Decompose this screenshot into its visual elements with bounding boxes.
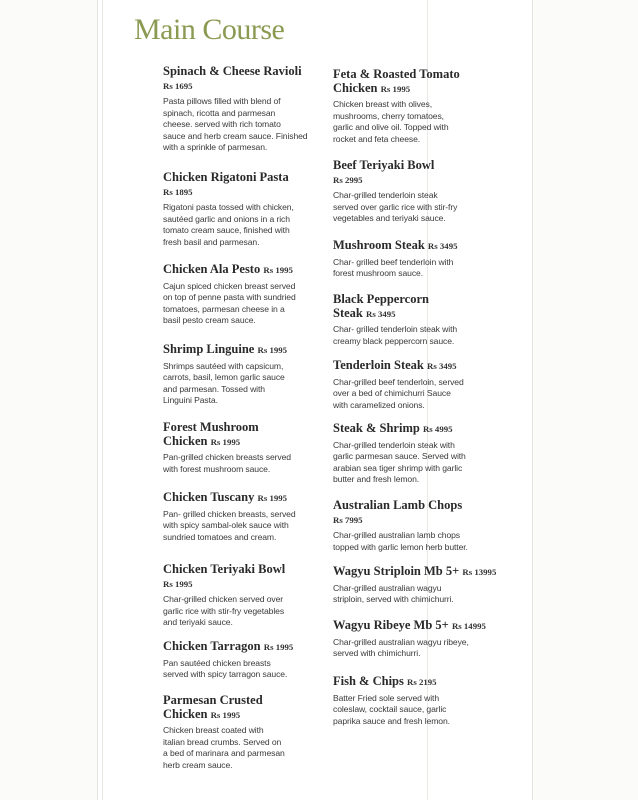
menu-item	[333, 619, 508, 660]
menu-item-description: Char-grilled australian wagyu striploin, served with chimichurri.	[333, 582, 454, 605]
menu-item-price: Rs 1995	[263, 265, 293, 275]
menu-item-name	[163, 263, 338, 278]
menu-item-price: Rs 14995	[451, 621, 486, 631]
menu-item-name	[163, 65, 338, 93]
menu-item-price: Rs 1995	[210, 436, 241, 447]
menu-item-description: Rigatoni pasta tossed with chicken, sautéed garlic and onions in a rich tomato cream sauce, finished with fresh basil and parmesan.	[163, 202, 294, 247]
menu-item-title: Wagyu Striploin Mb 5+	[333, 564, 460, 578]
menu-item-name	[163, 640, 338, 655]
menu-item	[163, 65, 338, 154]
menu-item-price: Rs 1995	[257, 493, 288, 503]
menu-item-price: Rs 1995	[257, 345, 288, 355]
menu-item-description: Shrimps sautéed with capsicum, carrots, basil, lemon garlic sauce and parmesan. Tossed with Linguini Pasta.	[163, 360, 285, 406]
menu-item-title: Chicken Teriyaki Bowl	[163, 562, 286, 576]
menu-item	[163, 263, 338, 327]
menu-item-description: Pan- grilled chicken breasts, served with spicy sambal-olek sauce with sundried tomatoes and cream.	[163, 508, 296, 542]
menu-item-title: Steak & Shrimp	[333, 421, 420, 435]
menu-item-description: Char- grilled tenderloin steak with creamy black peppercorn sauce.	[333, 324, 458, 346]
menu-item-name	[333, 422, 508, 437]
menu-item-title: Chicken Ala Pesto	[163, 262, 261, 276]
menu-item	[163, 171, 338, 248]
menu-item-name	[333, 499, 508, 527]
menu-item-description: Char-grilled australian wagyu ribeye, served with chimichurri.	[333, 636, 469, 659]
menu-item-description: Chicken breast coated with italian bread crumbs. Served on a bed of marinara and parmesan herb cream sauce.	[163, 725, 285, 770]
menu-item-name	[333, 68, 508, 96]
menu-item	[333, 159, 508, 225]
menu-item-name	[333, 293, 508, 321]
menu-item-description: Batter Fried sole served with coleslaw, cocktail sauce, garlic paprika sauce and fresh lemon.	[333, 692, 450, 726]
menu-item-title: Mushroom Steak	[333, 238, 425, 252]
menu-item-price: Rs 1695	[163, 80, 193, 91]
menu-item-description: Pan-grilled chicken breasts served with forest mushroom sauce.	[163, 452, 291, 474]
menu-item-title: Wagyu Ribeye Mb 5+	[333, 618, 449, 632]
menu-item-name	[163, 421, 338, 449]
menu-item-description: Pasta pillows filled with blend of spinach, ricotta and parmesan cheese. served with rich tomato sauce and herb cream sauce. Finished with a sprinkle of parmesan.	[163, 96, 308, 153]
menu-item-description: Pan sautéed chicken breasts served with spicy tarragon sauce.	[163, 657, 288, 680]
menu-item-title: Forest Mushroom Chicken	[163, 420, 259, 448]
section-title: Main Course	[134, 13, 285, 46]
menu-item	[333, 68, 508, 145]
menu-item-price: Rs 1995	[263, 642, 294, 652]
menu-item-price: Rs 2995	[333, 174, 363, 185]
menu-item-price: Rs 1995	[210, 709, 241, 720]
menu-item-description: Char-grilled tenderloin steak served over garlic rice with stir-fry vegetables and teriyaki sauce.	[333, 190, 458, 224]
menu-item-name	[333, 159, 508, 187]
menu-item-price: Rs 1895	[163, 186, 193, 197]
menu-item-price: Rs 4995	[422, 424, 453, 434]
menu-item-description: Char- grilled beef tenderloin with forest mushroom sauce.	[333, 256, 454, 279]
menu-item-price: Rs 3495	[366, 308, 396, 319]
menu-item-name	[163, 491, 338, 506]
menu-item-description: Cajun spiced chicken breast served on top of penne pasta with sundried tomatoes, parmesan cheese in a basil pesto cream sauce.	[163, 280, 296, 326]
menu-item	[163, 421, 338, 475]
menu-item-title: Beef Teriyaki Bowl	[333, 158, 435, 172]
menu-item-name	[163, 694, 338, 722]
menu-item-title: Chicken Tuscany	[163, 490, 255, 504]
menu-item-name	[333, 239, 508, 254]
menu-item-name	[333, 565, 508, 580]
menu-item-title: Feta & Roasted Tomato Chicken	[333, 67, 460, 95]
menu-item	[163, 491, 338, 543]
menu-item	[333, 675, 508, 727]
menu-item-description: Char-grilled tenderloin steak with garlic parmesan sauce. Served with arabian sea tiger shrimp with garlic butter and fresh lemon.	[333, 439, 466, 485]
menu-item-name	[333, 675, 508, 690]
menu-item	[163, 563, 338, 629]
menu-item-price: Rs 7995	[333, 514, 363, 525]
menu-item-title: Chicken Tarragon	[163, 639, 261, 653]
menu-item-price: Rs 2195	[406, 677, 437, 687]
menu-item	[163, 343, 338, 407]
menu-item-price: Rs 3495	[427, 361, 457, 371]
menu-item-price: Rs 3495	[427, 241, 458, 251]
menu-item	[333, 359, 508, 411]
menu-item-name	[333, 359, 508, 374]
menu-item-description: Char-grilled australian lamb chops topped with garlic lemon herb butter.	[333, 530, 468, 552]
menu-item-title: Black Peppercorn Steak	[333, 292, 429, 320]
menu-item	[333, 499, 508, 553]
menu-item-name	[163, 343, 338, 358]
menu-item-title: Shrimp Linguine	[163, 342, 255, 356]
menu-item-title: Spinach & Cheese Ravioli	[163, 64, 302, 78]
menu-item	[163, 640, 338, 681]
menu-item-title: Tenderloin Steak	[333, 358, 424, 372]
menu-item-title: Fish & Chips	[333, 674, 404, 688]
menu-item	[333, 239, 508, 280]
menu-item-title: Australian Lamb Chops	[333, 498, 463, 512]
menu-item	[333, 422, 508, 486]
menu-item-title: Chicken Rigatoni Pasta	[163, 170, 289, 184]
menu-item-description: Char-grilled beef tenderloin, served over a bed of chimichurri Sauce with caramelized onions.	[333, 376, 464, 410]
menu-item-price: Rs 1995	[163, 578, 193, 589]
menu-item-description: Chicken breast with olives, mushrooms, cherry tomatoes, garlic and olive oil. Topped with rocket and feta cheese.	[333, 99, 449, 144]
menu-item-name	[163, 563, 338, 591]
menu-item-price: Rs 1995	[380, 83, 411, 94]
menu-item-name	[333, 619, 508, 634]
menu-item	[333, 565, 508, 606]
menu-item-name	[163, 171, 338, 199]
menu-item	[163, 694, 338, 771]
menu-item-price: Rs 13995	[462, 567, 497, 577]
menu-item-title: Parmesan Crusted Chicken	[163, 693, 263, 721]
menu-item	[333, 293, 508, 347]
menu-item-description: Char-grilled chicken served over garlic rice with stir-fry vegetables and teriyaki sauce.	[163, 594, 285, 628]
